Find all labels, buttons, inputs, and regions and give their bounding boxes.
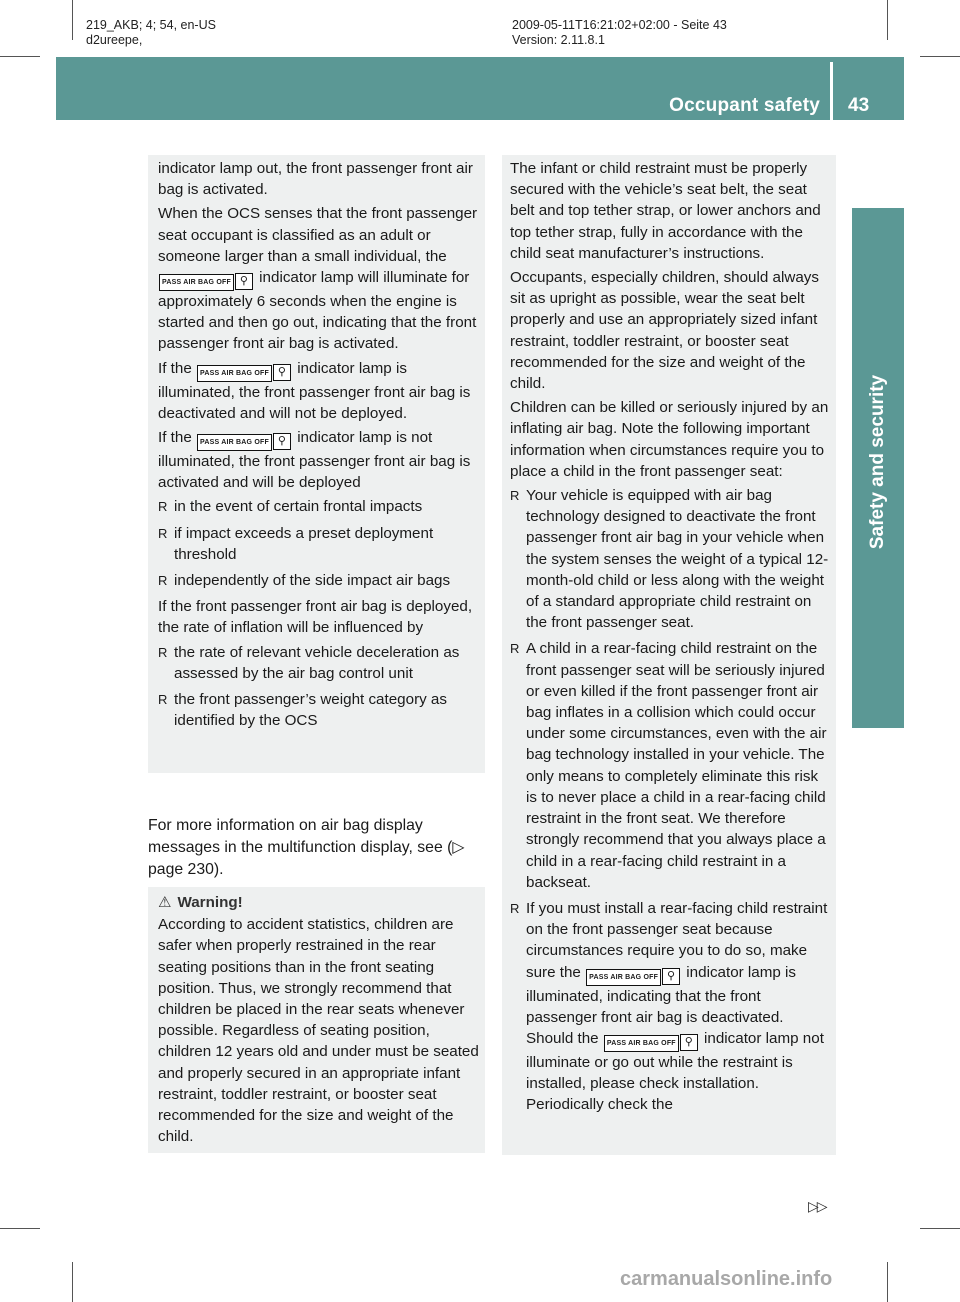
meta-version: Version: 2.11.8.1 (512, 33, 605, 47)
passenger-seat-icon: ⚲ (273, 364, 291, 381)
meta-doc-id: 219_AKB; 4; 54, en-US (86, 18, 216, 32)
list-item (510, 898, 831, 1116)
crop-mark (72, 0, 73, 40)
list-item: R Your vehicle is equipped with air bag technology designed to deactivate the front passenger front air bag in your vehicle when the system senses the weight of a typical 12-month-old child or less along with the weight of a standard appropriate child restraint on the front passenger seat. (510, 485, 831, 633)
text: If the (158, 429, 192, 447)
text: indicator lamp is not illuminated, the front passenger front air bag is activated and will be deployed (158, 429, 471, 492)
paragraph (158, 427, 480, 493)
paragraph (158, 358, 480, 424)
left-info-panel (148, 155, 485, 773)
text: If you must install a rear-facing child restraint on the front passenger seat because circumstances require you to do so, make sure the (526, 899, 828, 981)
warning-triangle-icon: ⚠ (158, 894, 172, 911)
paragraph: The infant or child restraint must be properly secured with the vehicle’s seat belt, the seat belt and top tether strap, or lower anchors and top tether strap, fully in accordance with the child seat manufacturer’s instructions. (510, 160, 821, 262)
continue-marker-icon: ▷▷ (808, 1198, 826, 1214)
passenger-seat-icon: ⚲ (662, 968, 680, 985)
crop-mark (0, 1228, 40, 1229)
paragraph: indicator lamp out, the front passenger front air bag is activated. (158, 160, 473, 199)
right-info-panel (502, 155, 836, 1155)
text: indicator lamp is illuminated, the front passenger front air bag is deactivated and will not be deployed. (158, 359, 471, 422)
warning-title: Warning! (177, 894, 243, 911)
list-item: R if impact exceeds a preset deployment threshold (158, 523, 480, 565)
warning-panel (148, 887, 485, 1153)
meta-author: d2ureepe, (86, 33, 143, 47)
list-item: R the rate of relevant vehicle deceleration as assessed by the air bag control unit (158, 642, 480, 684)
page-number: 43 (848, 95, 870, 116)
pass-air-bag-off-icon: PASS AIR BAG OFF (197, 434, 272, 451)
paragraph: If the front passenger front air bag is deployed, the rate of inflation will be influenced by (158, 598, 473, 637)
page-ref-arrow-icon: ▷ (452, 839, 465, 856)
text: indicator lamp not illuminate or go out while the restraint is installed, please check installation. Periodically check the (526, 1029, 824, 1114)
crop-mark (920, 56, 960, 57)
pass-air-bag-off-icon: PASS AIR BAG OFF (604, 1035, 679, 1052)
section-title: Occupant safety (669, 95, 820, 116)
pass-air-bag-off-icon: PASS AIR BAG OFF (197, 365, 272, 382)
chapter-tab-label (852, 252, 904, 672)
warning-text: According to accident statistics, children are safer when properly restrained in the rear seating positions than in the front seating position. Thus, we strongly recommend that children be placed in the rear seats whenever possible. Regardless of seating position, children 12 years old and under must be seated and properly secured in an appropriate infant restraint, toddler restraint, or booster seat recommended for the size and weight of the child. (158, 916, 479, 1146)
passenger-seat-icon: ⚲ (273, 433, 291, 450)
passenger-seat-icon: ⚲ (235, 273, 253, 290)
list-item: R the front passenger’s weight category as identified by the OCS (158, 689, 480, 731)
crop-mark (887, 1262, 888, 1302)
list-item: R in the event of certain frontal impacts (158, 496, 480, 517)
crop-mark (920, 1228, 960, 1229)
crop-mark (72, 1262, 73, 1302)
crop-mark (887, 0, 888, 40)
chapter-tab-text: Safety and security (867, 374, 888, 550)
meta-timestamp: 2009-05-11T16:21:02+02:00 - Seite 43 (512, 18, 727, 32)
header-divider (830, 62, 833, 120)
paragraph (158, 203, 480, 354)
paragraph: Occupants, especially children, should always sit as upright as possible, wear the seat belt properly and use an appropriately sized infant restraint, toddler restraint, or booster seat recommended for the size and weight of the child. (510, 269, 819, 393)
print-meta-right (512, 18, 727, 48)
paragraph: Children can be killed or seriously injured by an inflating air bag. Note the following important information when circumstances require you to place a child in the front passenger seat: (510, 399, 829, 480)
page-ref-link[interactable]: page 230). (148, 861, 224, 878)
text: indicator lamp is illuminated, indicating that the front passenger front air bag is deactivated. Should the (526, 963, 797, 1047)
list-item: R independently of the side impact air bags (158, 570, 480, 591)
watermark: carmanualsonline.info (620, 1268, 833, 1290)
reference-paragraph (148, 815, 478, 881)
crop-mark (0, 56, 40, 57)
print-meta-left (86, 18, 216, 48)
text: When the OCS senses that the front passenger seat occupant is classified as an adult or someone larger than a small individual, the (158, 205, 478, 265)
passenger-seat-icon: ⚲ (680, 1034, 698, 1051)
pass-air-bag-off-icon: PASS AIR BAG OFF (159, 274, 234, 291)
list-item: R A child in a rear-facing child restraint on the front passenger seat will be seriously injured or even killed if the front passenger front air bag inflates in a collision which could occur under some circumstances, even with the air bag technology installed in your vehicle. The only means to completely eliminate this risk is to never place a child in a rear-facing child restraint in the front seat. We therefore strongly recommend that you always place a child in a rear-facing child restraint in a backseat. (510, 638, 831, 892)
text: For more information on air bag display messages in the multifunction display, see ( (148, 817, 453, 856)
warning-heading (158, 892, 480, 913)
pass-air-bag-off-icon: PASS AIR BAG OFF (586, 969, 661, 986)
text: indicator lamp will illuminate for approximately 6 seconds when the engine is started and then go out, indicating that the front passenger front air bag is activated. (158, 269, 477, 353)
text: If the (158, 359, 192, 377)
